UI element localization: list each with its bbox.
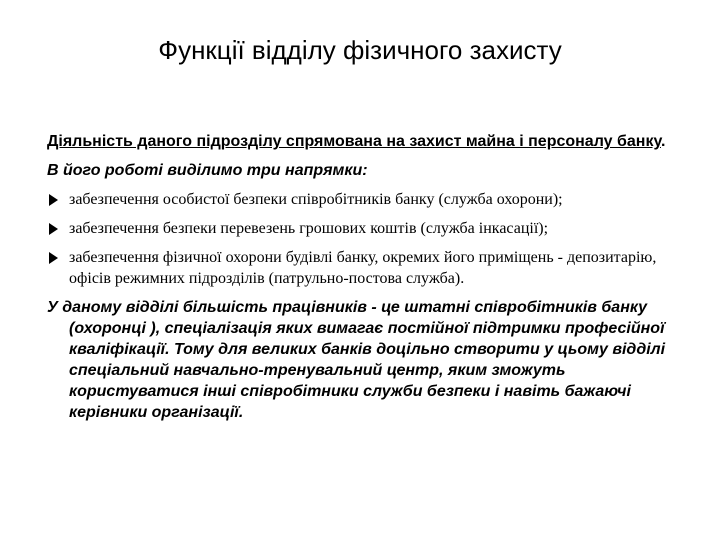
bullet-text: забезпечення фізичної охорони будівлі банку, окремих його приміщень - депозитарію, офісів режимних підрозділів (патрульно-постова служба).	[69, 249, 657, 287]
bullet-item-cash-transport	[47, 218, 687, 239]
bullet-text: забезпечення безпеки перевезень грошових коштів (служба інкасації);	[69, 220, 549, 237]
slide-body	[47, 131, 687, 431]
intro-paragraph	[47, 131, 687, 152]
arrow-bullet-icon	[49, 252, 58, 264]
arrow-bullet-icon	[49, 223, 58, 235]
bullet-text: забезпечення особистої безпеки співробітників банку (служба охорони);	[69, 191, 563, 208]
conclusion-paragraph: У даному відділі більшість працівників - це штатні співробітників банку (охоронці ), спеціалізація яких вимагає постійної підтримки професійної кваліфікації. Тому для великих банків доцільно створити у цьому відділі спеціальний навчально-тренувальний центр, яким зможуть користуватися інші співробітники служби безпеки і навіть бажаючі керівники організації.	[47, 299, 666, 421]
intro-underlined-text: Діяльність даного підрозділу спрямована на захист майна і персоналу банку	[47, 133, 661, 150]
arrow-bullet-icon	[49, 194, 58, 206]
directions-heading: В його роботі виділимо три напрямки:	[47, 162, 368, 179]
slide-title: Функції відділу фізичного захисту	[158, 35, 562, 65]
bullet-item-building-guard	[47, 247, 687, 289]
bullet-item-personal-security	[47, 189, 687, 210]
intro-period: .	[660, 133, 666, 150]
